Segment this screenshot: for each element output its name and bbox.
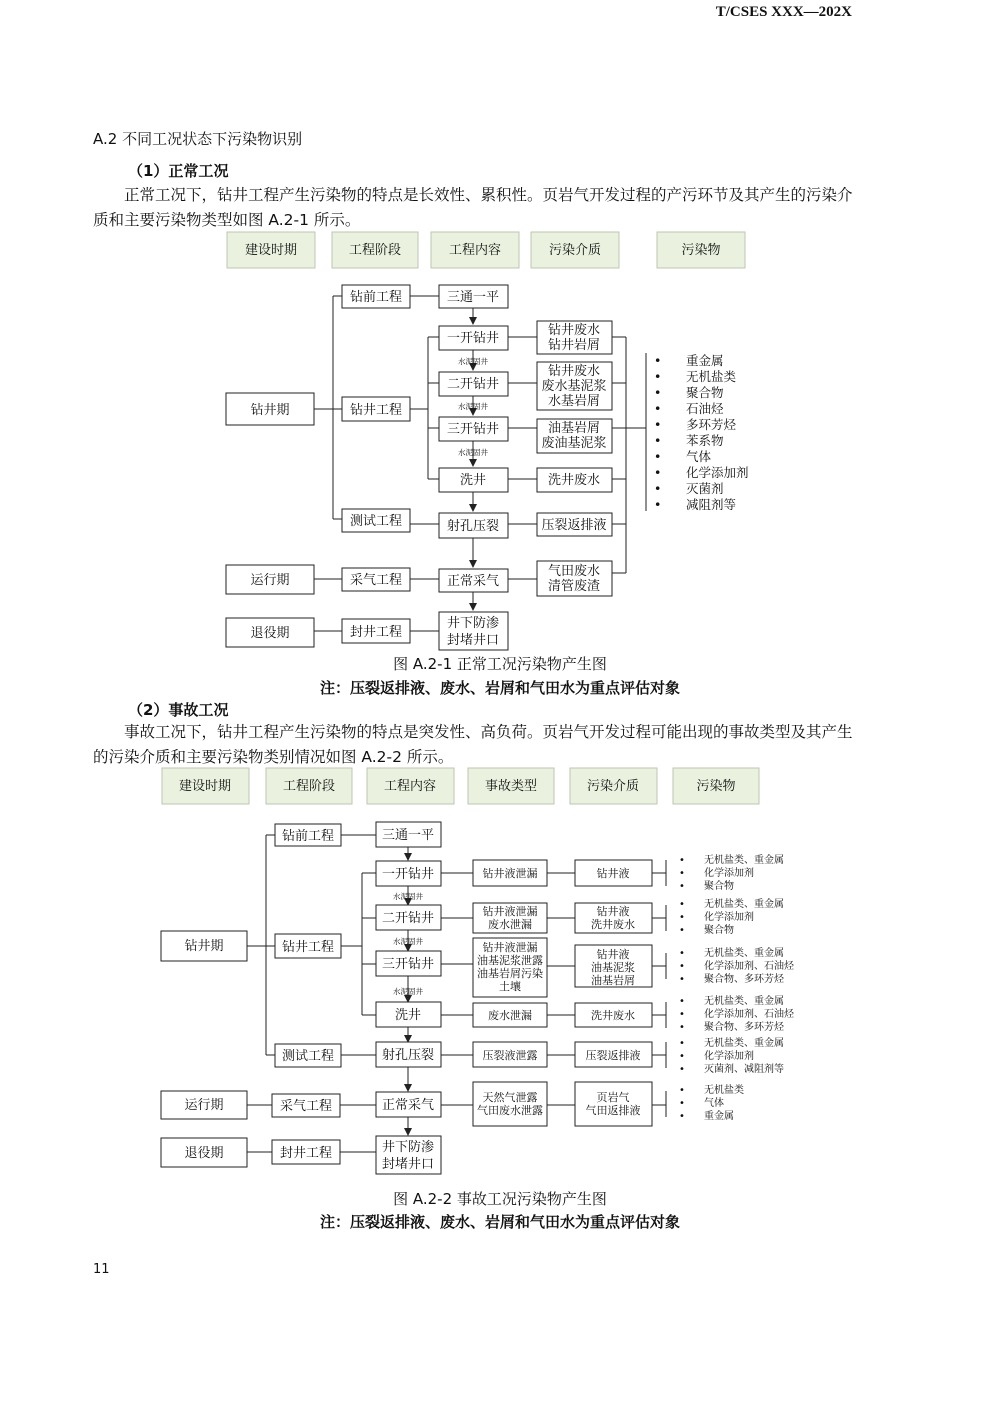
medium-pigging-residue: 清管废渣: [547, 579, 601, 594]
header-medium: 污染介质: [548, 243, 602, 258]
pollutant-item: 化学添加剂: [704, 868, 754, 879]
figure-note-accident: 注：压裂返排液、废水、岩屑和气田水为重点评估对象: [319, 1213, 680, 1231]
pollutant-item: 化学添加剂: [704, 1051, 754, 1062]
medium-drilling-cuttings: 钻井岩屑: [547, 338, 601, 353]
stage-drilling: 钻井工程: [349, 403, 403, 418]
medium-water-cuttings: 水基岩屑: [547, 394, 601, 409]
bullet: •: [679, 899, 685, 910]
content-plug-wellhead: 封堵井口: [381, 1157, 435, 1172]
pollutant-item: 聚合物: [704, 881, 734, 892]
medium-washing-wastewater: 洗井废水: [591, 1009, 635, 1022]
pollutant-item: 聚合物: [704, 925, 734, 936]
header-stage: 工程阶段: [282, 779, 336, 794]
page-number: 11: [93, 1262, 110, 1277]
pollutant-item: 无机盐类、重金属: [704, 948, 784, 959]
bullet: •: [654, 497, 662, 512]
pollutant-item: 化学添加剂: [704, 912, 754, 923]
bullet: •: [679, 948, 685, 959]
pollutant-item: 重金属: [686, 353, 724, 368]
bullet: •: [679, 925, 685, 936]
cement-label: 水泥固井: [458, 402, 488, 411]
bullet: •: [654, 369, 662, 384]
header-stage: 工程阶段: [348, 243, 402, 258]
medium-water-mud: 废水基泥浆: [541, 379, 607, 394]
pollutant-item: 聚合物、多环芳烃: [704, 1022, 784, 1033]
stage-testing: 测试工程: [349, 514, 403, 529]
pollutant-item: 无机盐类、重金属: [704, 855, 784, 866]
content-third-drilling: 三开钻井: [381, 957, 435, 972]
cement-label: 水泥固井: [393, 937, 423, 946]
header-accident-type: 事故类型: [484, 779, 538, 794]
type-soil: 土壤: [499, 980, 521, 993]
period-retirement: 退役期: [184, 1146, 224, 1161]
header-pollutant: 污染物: [681, 243, 721, 258]
content-site-prep: 三通一平: [446, 290, 500, 305]
figure-caption-accident: 图 A.2-2 事故工况污染物产生图: [393, 1190, 607, 1208]
pollutant-item: 灭菌剂: [686, 481, 724, 496]
type-natural-gas-leak: 天然气泄露: [482, 1091, 538, 1104]
content-site-prep: 三通一平: [381, 828, 435, 843]
content-normal-production: 正常采气: [446, 574, 500, 589]
bullet: •: [679, 974, 685, 985]
header-period: 建设时期: [244, 243, 298, 258]
pollutant-item: 减阻剂等: [686, 497, 737, 512]
stage-pre-drilling: 钻前工程: [281, 829, 335, 844]
accident-heading: （2）事故工况: [128, 701, 229, 719]
bullet: •: [679, 1111, 685, 1122]
medium-flowback: 压裂返排液: [585, 1049, 641, 1062]
pollutant-item: 聚合物、多环芳烃: [704, 974, 784, 985]
pollutant-item: 无机盐类、重金属: [704, 996, 784, 1007]
pollutant-item: 多环芳烃: [686, 417, 737, 432]
medium-oil-mud: 油基泥浆: [591, 961, 635, 974]
medium-oil-mud: 废油基泥浆: [541, 436, 607, 451]
figure-caption-normal: 图 A.2-1 正常工况污染物产生图: [393, 655, 607, 673]
content-second-drilling: 二开钻井: [446, 377, 500, 392]
bullet: •: [679, 1051, 685, 1062]
type-oil-mud-leak: 油基泥浆泄露: [477, 954, 543, 967]
medium-oil-cuttings: 油基岩屑: [547, 421, 601, 436]
medium-flowback: 压裂返排液: [541, 518, 607, 533]
bullet: •: [679, 1009, 685, 1020]
medium-drilling-fluid: 钻井液: [596, 905, 630, 918]
content-third-drilling: 三开钻井: [446, 422, 500, 437]
header-period: 建设时期: [178, 779, 232, 794]
bullet: •: [679, 881, 685, 892]
content-fracturing: 射孔压裂: [381, 1048, 435, 1063]
bullet: •: [679, 961, 685, 972]
content-second-drilling: 二开钻井: [381, 911, 435, 926]
type-frac-fluid-leak: 压裂液泄露: [482, 1049, 538, 1062]
pollutant-item: 无机盐类: [704, 1085, 744, 1096]
section-title: A.2 不同工况状态下污染物识别: [93, 130, 303, 148]
pollutant-item: 无机盐类、重金属: [704, 899, 784, 910]
pollutant-item: 化学添加剂、石油烃: [704, 961, 794, 972]
figure-normal: [0, 228, 1000, 668]
bullet: •: [654, 417, 662, 432]
cement-label: 水泥固井: [458, 357, 488, 366]
medium-gasfield-wastewater: 气田废水: [547, 564, 601, 579]
period-operation: 运行期: [250, 573, 290, 588]
content-downhole-seepage: 井下防渗: [381, 1140, 435, 1155]
stage-well-sealing: 封井工程: [349, 625, 403, 640]
type-gasfield-water-leak: 气田废水泄露: [477, 1104, 543, 1117]
header-content: 工程内容: [383, 779, 437, 794]
type-wastewater-leak: 废水泄漏: [488, 918, 532, 931]
cement-label: 水泥固井: [393, 892, 423, 901]
content-fracturing: 射孔压裂: [446, 519, 500, 534]
type-drilling-fluid-leak: 钻井液泄漏: [482, 867, 538, 880]
medium-shale-gas: 页岩气: [596, 1091, 630, 1104]
figure-note-normal: 注：压裂返排液、废水、岩屑和气田水为重点评估对象: [319, 679, 680, 697]
bullet: •: [654, 385, 662, 400]
stage-testing: 测试工程: [281, 1049, 335, 1064]
bullet: •: [679, 1085, 685, 1096]
period-drilling: 钻井期: [250, 403, 290, 418]
medium-washing-wastewater: 洗井废水: [591, 918, 635, 931]
medium-drilling-wastewater: 钻井废水: [547, 364, 601, 379]
pollutant-item: 无机盐类、重金属: [704, 1038, 784, 1049]
pollutant-list: [679, 853, 795, 1122]
medium-drilling-fluid: 钻井液: [596, 867, 630, 880]
normal-paragraph: 正常工况下，钻井工程产生污染物的特点是长效性、累积性。页岩气开发过程的产污环节及其产生的污染介质和主要污染物类型如图 A.2-1 所示。: [93, 186, 853, 229]
bullet: •: [679, 1038, 685, 1049]
normal-heading: （1）正常工况: [128, 162, 229, 180]
type-wastewater-leak: 废水泄漏: [488, 1009, 532, 1022]
bullet: •: [654, 465, 662, 480]
bullet: •: [654, 481, 662, 496]
bullet: •: [654, 353, 662, 368]
type-drilling-fluid-leak: 钻井液泄漏: [482, 905, 538, 918]
stage-gas-production: 采气工程: [279, 1099, 333, 1114]
header-row: [227, 232, 745, 268]
medium-drilling-wastewater: 钻井废水: [547, 323, 601, 338]
document-code: T/CSES XXX—202X: [715, 4, 852, 20]
pollutant-list: [654, 353, 749, 512]
pollutant-item: 重金属: [704, 1111, 734, 1122]
pollutant-item: 石油烃: [686, 401, 724, 416]
medium-washing-wastewater: 洗井废水: [547, 473, 601, 488]
bullet: •: [679, 855, 685, 866]
content-well-washing: 洗井: [459, 473, 487, 488]
header-medium: 污染介质: [586, 779, 640, 794]
accident-paragraph: 事故工况下，钻井工程产生污染物的特点是突发性、高负荷。页岩气开发过程可能出现的事故类型及其产生的污染介质和主要污染物类别情况如图 A.2-2 所示。: [93, 723, 853, 766]
period-drilling: 钻井期: [184, 939, 224, 954]
stage-drilling: 钻井工程: [281, 940, 335, 955]
bullet: •: [679, 1098, 685, 1109]
bullet: •: [679, 912, 685, 923]
content-first-drilling: 一开钻井: [381, 867, 435, 882]
type-oil-cuttings-pollution: 油基岩屑污染: [477, 967, 543, 980]
medium-gasfield-flowback: 气田返排液: [585, 1104, 641, 1117]
pollutant-item: 化学添加剂: [686, 465, 749, 480]
content-downhole-seepage: 井下防渗: [446, 616, 500, 631]
cement-label: 水泥固井: [458, 448, 488, 457]
stage-gas-production: 采气工程: [349, 573, 403, 588]
bullet: •: [679, 1022, 685, 1033]
header-pollutant: 污染物: [696, 779, 736, 794]
header-row: [162, 768, 759, 804]
pollutant-item: 苯系物: [686, 433, 724, 448]
pollutant-item: 气体: [686, 449, 712, 464]
content-plug-wellhead: 封堵井口: [446, 633, 500, 648]
header-content: 工程内容: [448, 243, 502, 258]
type-drilling-fluid-leak: 钻井液泄漏: [482, 941, 538, 954]
pollutant-item: 气体: [704, 1098, 724, 1109]
cement-label: 水泥固井: [393, 987, 423, 996]
medium-oil-cuttings: 油基岩屑: [591, 974, 635, 987]
bullet: •: [654, 433, 662, 448]
pollutant-item: 化学添加剂、石油烃: [704, 1009, 794, 1020]
content-well-washing: 洗井: [394, 1008, 422, 1023]
bullet: •: [679, 996, 685, 1007]
bullet: •: [679, 868, 685, 879]
figure-accident: [0, 764, 1000, 1184]
content-first-drilling: 一开钻井: [446, 331, 500, 346]
stage-pre-drilling: 钻前工程: [349, 290, 403, 305]
stage-well-sealing: 封井工程: [279, 1146, 333, 1161]
period-operation: 运行期: [184, 1098, 224, 1113]
pollutant-item: 灭菌剂、减阻剂等: [704, 1064, 784, 1075]
bullet: •: [679, 1064, 685, 1075]
content-normal-production: 正常采气: [381, 1098, 435, 1113]
period-retirement: 退役期: [250, 626, 290, 641]
pollutant-item: 聚合物: [686, 385, 724, 400]
bullet: •: [654, 401, 662, 416]
medium-drilling-fluid: 钻井液: [596, 948, 630, 961]
pollutant-item: 无机盐类: [686, 369, 737, 384]
bullet: •: [654, 449, 662, 464]
